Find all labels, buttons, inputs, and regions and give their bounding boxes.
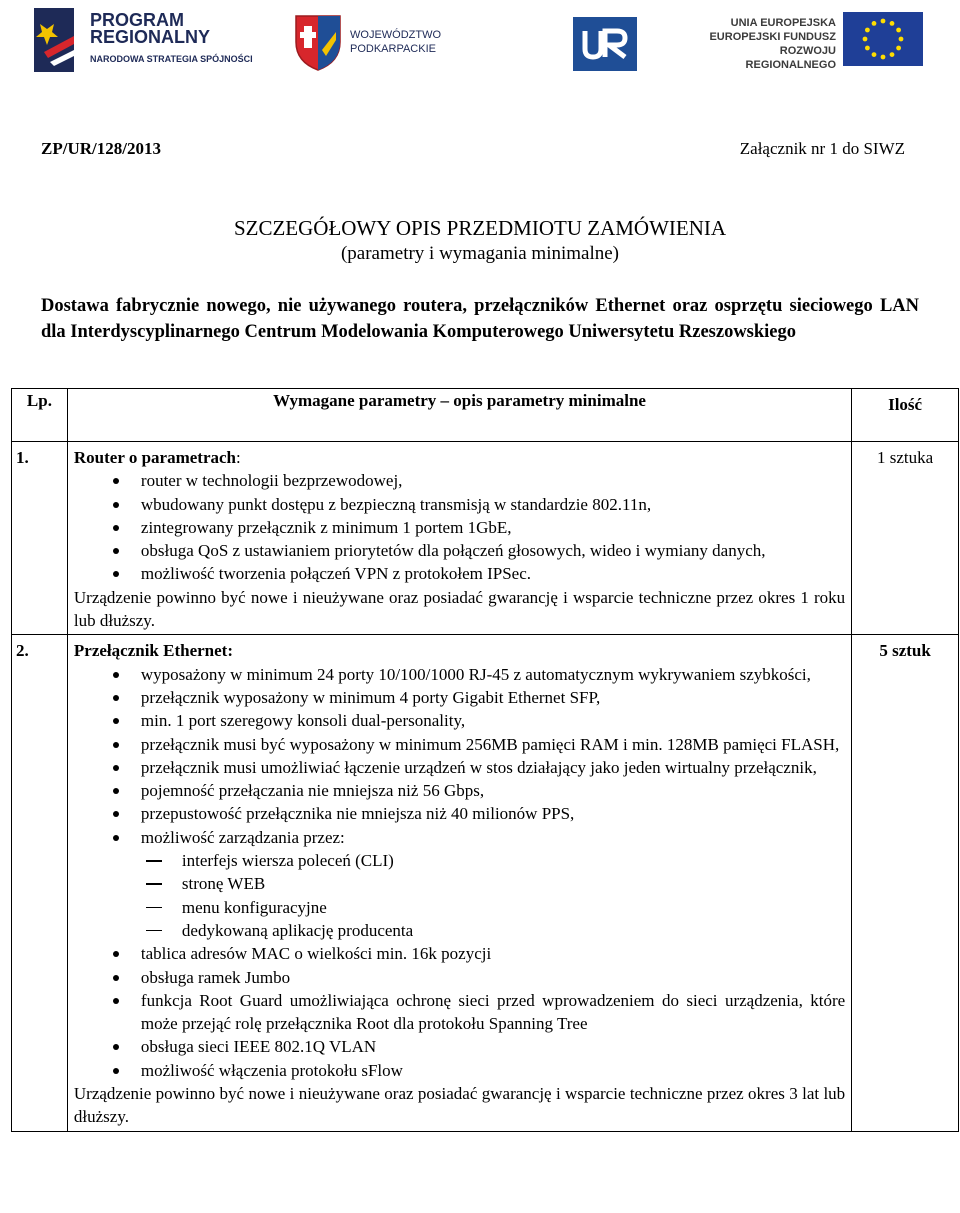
table-header-row	[12, 389, 959, 442]
bullet-icon	[113, 742, 119, 748]
list-item: dedykowaną aplikację producenta	[74, 919, 845, 942]
list-item: obsługa QoS z ustawianiem priorytetów dla połączeń głosowych, wideo i wymiany danych,	[74, 539, 845, 562]
item-note: Urządzenie powinno być nowe i nieużywane oraz posiadać gwarancję i wsparcie techniczne przez okres 1 roku lub dłuższy.	[73, 587, 846, 631]
list-item: możliwość zarządzania przez:	[74, 826, 845, 849]
list-item: wyposażony w minimum 24 porty 10/100/1000 RJ-45 z automatycznym wykrywaniem szybkości,	[74, 663, 845, 686]
bullet-icon	[113, 571, 119, 577]
bullet-icon	[113, 765, 119, 771]
list-item: tablica adresów MAC o wielkości min. 16k pozycji	[74, 942, 845, 965]
annex-label: Załącznik nr 1 do SIWZ	[739, 139, 905, 158]
bullet-icon	[113, 788, 119, 794]
logo-bar	[0, 0, 960, 80]
dash-icon	[146, 930, 162, 932]
list-item: przepustowość przełącznika nie mniejsza niż 40 milionów PPS,	[74, 802, 845, 825]
list-item: możliwość włączenia protokołu sFlow	[74, 1059, 845, 1082]
row-description	[67, 635, 851, 1131]
bullet-icon	[113, 502, 119, 508]
program-regionalny-title: PROGRAM REGIONALNY	[90, 10, 211, 47]
eu-logo	[698, 12, 928, 71]
row-description	[67, 442, 851, 635]
list-item: min. 1 port szeregowy konsoli dual-personality,	[74, 709, 845, 732]
list-item: przełącznik wyposażony w minimum 4 porty Gigabit Ethernet SFP,	[74, 686, 845, 709]
ur-logo	[573, 17, 637, 71]
bullet-icon	[113, 548, 119, 554]
list-item: zintegrowany przełącznik z minimum 1 portem 1GbE,	[74, 516, 845, 539]
bullet-icon	[113, 1044, 119, 1050]
bullet-icon	[113, 672, 119, 678]
bullet-icon	[113, 835, 119, 841]
list-item: pojemność przełączania nie mniejsza niż 56 Gbps,	[74, 779, 845, 802]
list-item: interfejs wiersza poleceń (CLI)	[74, 849, 845, 872]
bullet-icon	[113, 525, 119, 531]
item-note: Urządzenie powinno być nowe i nieużywane oraz posiadać gwarancję i wsparcie techniczne przez okres 3 lat lub dłuższy.	[73, 1084, 846, 1127]
row-quantity: 1 sztuka	[852, 442, 959, 635]
wojewodztwo-podkarpackie-logo	[292, 12, 462, 72]
item-bullets	[74, 469, 845, 585]
list-item: możliwość tworzenia połączeń VPN z protokołem IPSec.	[74, 562, 845, 585]
bullet-icon	[113, 718, 119, 724]
management-options	[74, 849, 845, 942]
row-number: 2.	[12, 635, 68, 1131]
list-item: obsługa ramek Jumbo	[74, 966, 845, 989]
table-row	[12, 635, 959, 1131]
bullet-icon	[113, 811, 119, 817]
row-quantity: 5 sztuk	[852, 635, 959, 1131]
dash-icon	[146, 883, 162, 885]
item-title: Przełącznik Ethernet:	[73, 641, 233, 661]
list-item: funkcja Root Guard umożliwiająca ochronę sieci przed wprowadzeniem do sieci urządzenia, które może przejąć rolę przełącznika Root dla protokołu Spanning Tree	[74, 989, 845, 1036]
bullet-icon	[113, 951, 119, 957]
list-item: menu konfiguracyjne	[74, 896, 845, 919]
table-row	[12, 442, 959, 635]
dash-icon	[146, 907, 162, 909]
eu-flag-icon	[843, 12, 923, 66]
item-bullets	[74, 663, 845, 849]
item-bullets-continued	[74, 942, 845, 1082]
coat-of-arms-icon	[292, 12, 344, 72]
document-subtitle: (parametry i wymagania minimalne)	[340, 243, 620, 264]
wojewodztwo-text: WOJEWÓDZTWO PODKARPACKIE	[350, 29, 442, 55]
program-regionalny-emblem-icon	[30, 6, 86, 74]
header-lp: Lp.	[12, 389, 68, 442]
header-quantity: Ilość	[852, 389, 959, 442]
list-item: wbudowany punkt dostępu z bezpieczną transmisją w standardzie 802.11n,	[74, 493, 845, 516]
list-item: stronę WEB	[74, 872, 845, 895]
list-item: przełącznik musi umożliwiać łączenie urządzeń w stos działający jako jeden wirtualny przełącznik,	[74, 756, 845, 779]
bullet-icon	[113, 695, 119, 701]
spec-table	[11, 388, 959, 1132]
bullet-icon	[113, 1068, 119, 1074]
program-regionalny-logo	[30, 6, 253, 74]
reference-number: ZP/UR/128/2013	[41, 139, 161, 158]
ur-emblem-icon	[573, 17, 637, 71]
bullet-icon	[113, 998, 119, 1004]
list-item: obsługa sieci IEEE 802.1Q VLAN	[74, 1035, 845, 1058]
intro-paragraph: Dostawa fabrycznie nowego, nie używanego routera, przełączników Ethernet oraz osprzętu sieciowego LAN dla Interdyscyplinarnego Centrum Modelowania Komputerowego Uniwersytetu Rzeszowskiego	[41, 296, 919, 342]
program-regionalny-subtitle: NARODOWA STRATEGIA SPÓJNOŚCI	[90, 54, 253, 64]
bullet-icon	[113, 975, 119, 981]
item-title: Router o parametrach:	[73, 448, 241, 467]
row-number: 1.	[12, 442, 68, 635]
document-title: SZCZEGÓŁOWY OPIS PRZEDMIOTU ZAMÓWIENIA	[233, 216, 727, 240]
list-item: przełącznik musi być wyposażony w minimum 256MB pamięci RAM i min. 128MB pamięci FLASH,	[74, 733, 845, 756]
dash-icon	[146, 860, 162, 862]
header-description: Wymagane parametry – opis parametry minimalne	[67, 389, 851, 442]
eu-text: UNIA EUROPEJSKA EUROPEJSKI FUNDUSZ ROZWOJU REGIONALNEGO	[709, 17, 836, 71]
list-item: router w technologii bezprzewodowej,	[74, 469, 845, 492]
bullet-icon	[113, 478, 119, 484]
